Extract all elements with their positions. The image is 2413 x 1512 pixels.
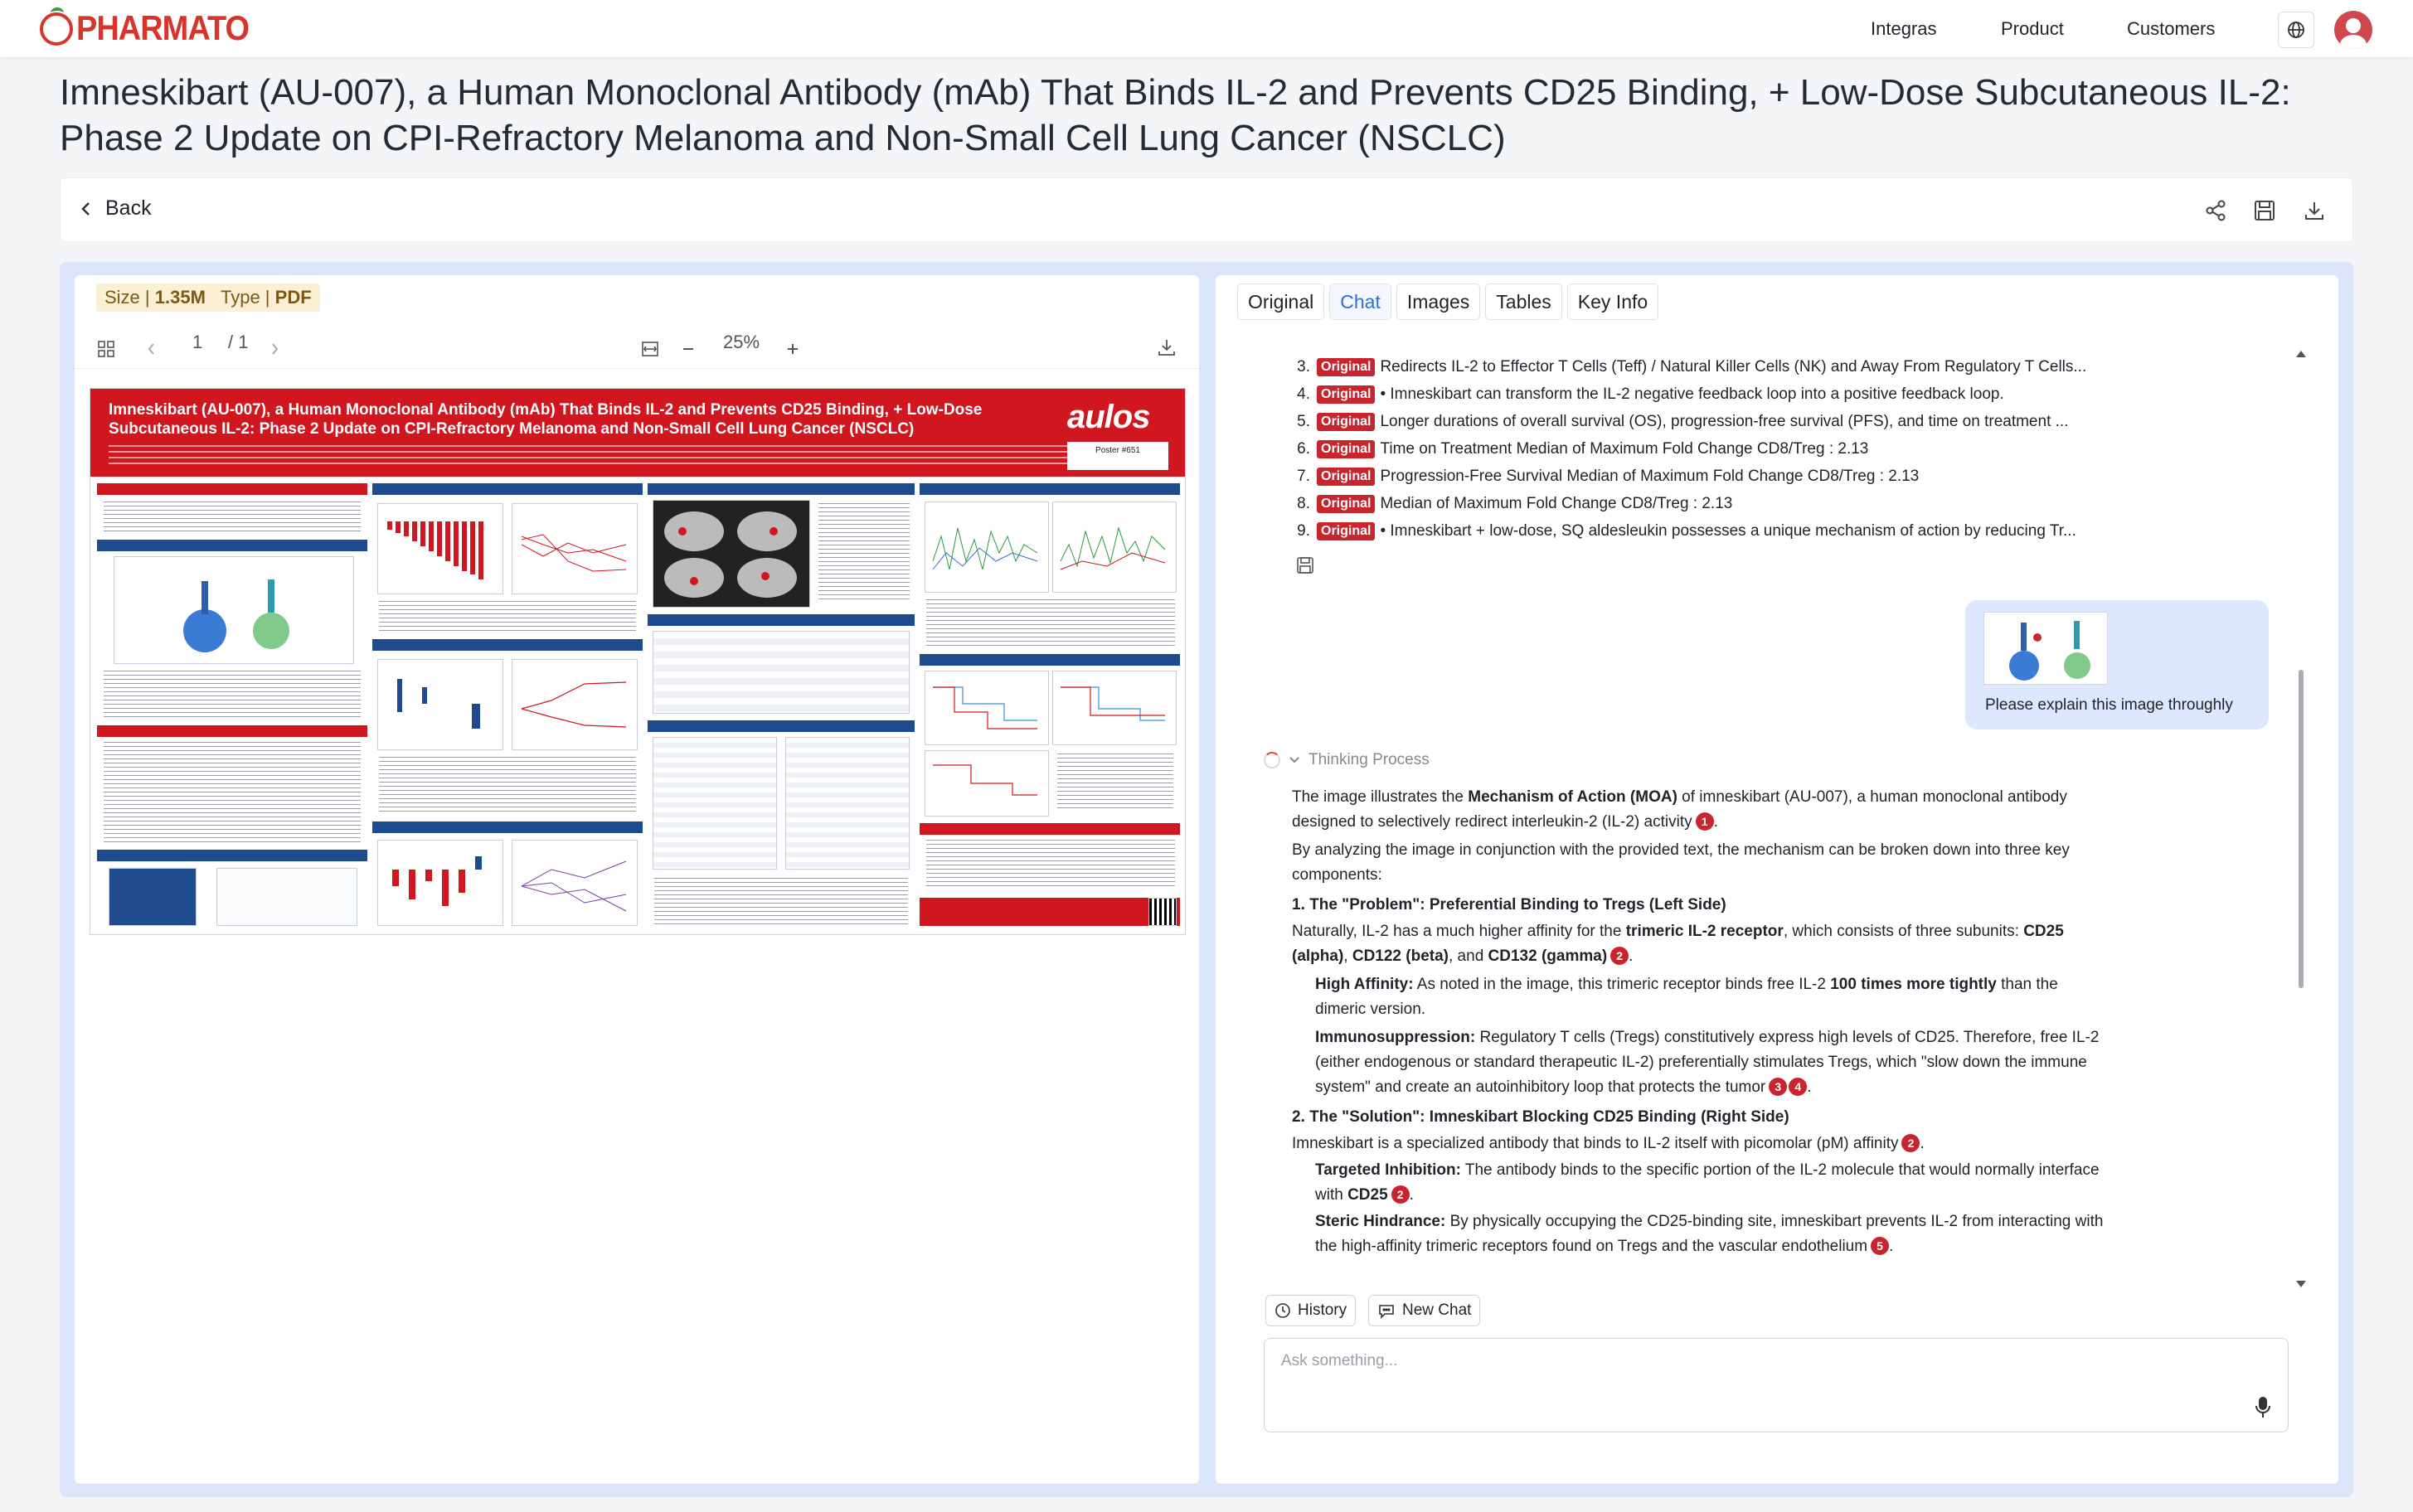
back-label: Back xyxy=(105,196,152,220)
current-page[interactable]: 1 xyxy=(192,332,203,352)
citation-badge[interactable]: 4 xyxy=(1789,1078,1807,1096)
zoom-in-icon[interactable] xyxy=(784,341,801,357)
scroll-down-icon[interactable] xyxy=(2295,1280,2307,1288)
file-size-badge: Size | 1.35M xyxy=(96,284,214,312)
attached-image-thumbnail[interactable] xyxy=(1983,612,2108,685)
nav-integras[interactable]: Integras xyxy=(1871,18,1937,39)
save-answer-icon[interactable] xyxy=(1295,555,1315,575)
reference-item[interactable]: 6. Original Time on Treatment Median of Maximum Fold Change CD8/Treg : 2.13 xyxy=(1297,440,1869,458)
scroll-up-icon[interactable] xyxy=(2295,350,2307,358)
tab-tables[interactable]: Tables xyxy=(1485,284,1561,320)
poster-column-1 xyxy=(97,483,367,929)
user-avatar[interactable] xyxy=(2334,11,2372,49)
reference-item[interactable]: 7. Original Progression-Free Survival Median of Maximum Fold Change CD8/Treg : 2.13 xyxy=(1297,468,1920,485)
nav-customers[interactable]: Customers xyxy=(2127,18,2216,39)
poster-authors xyxy=(109,445,1087,468)
fit-width-icon[interactable] xyxy=(640,339,660,359)
poster-logo: aulos xyxy=(1067,399,1150,435)
section-heading: 2. The "Solution": Imneskibart Blocking CD25 Binding (Right Side) xyxy=(1292,1108,1789,1126)
save-icon[interactable] xyxy=(2252,198,2277,223)
tomato-icon xyxy=(40,12,73,46)
thinking-label: Thinking Process xyxy=(1308,751,1430,768)
brand-name: PHARMATO xyxy=(76,9,250,48)
back-button[interactable] xyxy=(80,196,152,220)
user-message-text: Please explain this image throughly xyxy=(1985,696,2233,714)
nav-product[interactable]: Product xyxy=(2001,18,2064,39)
prev-page-icon[interactable] xyxy=(146,342,158,356)
poster-title: Imneskibart (AU-007), a Human Monoclonal Antibody (mAb) That Binds IL-2 and Prevents CD25 Binding, + Low-Dose Subcutaneous IL-2: Phase 2 Update on CPI-Refractory Melanoma and Non-Small Cell Lung Cancer (NSCLC) xyxy=(109,401,983,438)
zoom-out-icon[interactable] xyxy=(680,341,697,357)
chat-input-box[interactable] xyxy=(1264,1338,2289,1432)
poster-header xyxy=(90,389,1186,477)
download-pdf-icon[interactable] xyxy=(1156,337,1177,358)
tab-key-info[interactable]: Key Info xyxy=(1567,284,1658,320)
reference-item[interactable]: 9. Original • Imneskibart + low-dose, SQ aldesleukin possesses a unique mechanism of action by reducing Tr... xyxy=(1297,522,2076,540)
reference-item[interactable]: 5. Original Longer durations of overall survival (OS), progression-free survival (PFS), and time on treatment ... xyxy=(1297,413,2069,430)
poster-column-3 xyxy=(648,483,915,929)
top-bar xyxy=(0,0,2413,58)
zoom-level: 25% xyxy=(723,332,760,352)
download-icon[interactable] xyxy=(2302,198,2327,223)
page-title: Imneskibart (AU-007), a Human Monoclonal Antibody (mAb) That Binds IL-2 and Prevents CD25 Binding, + Low-Dose Subcutaneous IL-2: Phase 2 Update on CPI-Refractory Melanoma and Non-Small Cell Lung Cancer (NSCLC) xyxy=(60,72,2291,158)
citation-badge[interactable]: 3 xyxy=(1769,1078,1787,1096)
panel-tabs xyxy=(1237,284,1658,320)
original-badge: Original xyxy=(1317,358,1375,376)
original-badge: Original xyxy=(1317,385,1375,404)
total-pages: / 1 xyxy=(228,332,249,352)
reference-item[interactable]: 4. Original • Imneskibart can transform the IL-2 negative feedback loop into a positive feedback loop. xyxy=(1297,385,2004,403)
user-message xyxy=(1965,600,2269,729)
citation-badge[interactable]: 2 xyxy=(1610,947,1629,965)
citation-badge[interactable]: 2 xyxy=(1901,1134,1920,1152)
reference-item[interactable]: 3. Original Redirects IL-2 to Effector T Cells (Teff) / Natural Killer Cells (NK) and Away From Regulatory T Cells... xyxy=(1297,358,2087,376)
share-icon[interactable] xyxy=(2203,198,2228,223)
citation-badge[interactable]: 2 xyxy=(1391,1185,1410,1204)
thinking-toggle[interactable] xyxy=(1264,751,1430,769)
brand-logo[interactable] xyxy=(40,10,249,48)
poster-badge: Poster #651 xyxy=(1067,442,1168,470)
assistant-answer: The image illustrates the Mechanism of Action (MOA) of imneskibart (AU-007), a human monoclonal antibody designed to selectively redirect interleukin-2 (IL-2) activity 1 . By analyzing the image in conjunction with the provided text, the mechanism can be broken down into three key components: 1. The "Problem": Preferential Binding to Tregs (Left Side) Naturally, IL-2 has a much higher affinity for the trimeric IL-2 receptor, which consists of three subunits: CD25 (alpha), CD122 (beta), and CD132 (gamma) 2 . High Affinity: As noted in the image, this trimeric receptor binds free IL-2 100 times more tightly than the dimeric version. Immunosuppression: Regulatory T cells (Tregs) constitutively express high levels of CD25. Therefore, free IL-2 (either endogenous or standard therapeutic IL-2) preferentially stimulates Tregs, which "slow down the immune system" and create an autoinhibitory loop that protects the tumor 3 4 . 2. The "Solution": Imneskibart Blocking CD25 Binding (Right Side) Imneskibart is a specialized antibody that binds to IL-2 itself with picomolar (pM) affinity 2 . Targeted Inhibition: The antibody binds to the specific portion of the IL-2 molecule that would normally interface with CD25 2 . Steric Hindrance: By physically occupying the CD25-binding site, imneskibart prevents IL-2 from interacting with the high-affinity trimeric receptors found on Tregs and the vascular endothelium 5 . xyxy=(1292,785,2113,1261)
chevron-down-icon xyxy=(1289,756,1300,764)
history-button[interactable]: History xyxy=(1265,1295,1356,1326)
original-badge: Original xyxy=(1317,495,1375,513)
scroll-thumb[interactable] xyxy=(2299,670,2304,988)
globe-icon xyxy=(2286,20,2306,40)
citation-badge[interactable]: 5 xyxy=(1871,1237,1889,1255)
reference-item[interactable]: 8. Original Median of Maximum Fold Change CD8/Treg : 2.13 xyxy=(1297,495,1733,512)
reference-list xyxy=(1290,353,2128,545)
language-button[interactable] xyxy=(2278,12,2314,48)
original-badge: Original xyxy=(1317,522,1375,540)
poster-column-4 xyxy=(920,483,1180,929)
next-page-icon[interactable] xyxy=(269,342,280,356)
citation-badge[interactable]: 1 xyxy=(1696,812,1714,831)
chat-bubble-icon xyxy=(1377,1302,1396,1319)
original-badge: Original xyxy=(1317,440,1375,458)
pdf-page-poster xyxy=(90,388,1186,935)
original-badge: Original xyxy=(1317,413,1375,431)
chat-scrollbar[interactable] xyxy=(2295,345,2305,1295)
microphone-icon[interactable] xyxy=(2253,1395,2273,1420)
tab-images[interactable]: Images xyxy=(1396,284,1480,320)
viewer-divider xyxy=(75,368,1199,369)
new-chat-button[interactable]: New Chat xyxy=(1368,1295,1480,1326)
poster-column-2 xyxy=(372,483,643,929)
chevron-left-icon xyxy=(80,201,92,217)
action-bar xyxy=(60,177,2353,242)
chat-input[interactable] xyxy=(1281,1352,2193,1370)
history-icon xyxy=(1274,1302,1291,1319)
loading-icon xyxy=(1264,752,1280,768)
original-badge: Original xyxy=(1317,468,1375,486)
tab-original[interactable]: Original xyxy=(1237,284,1324,320)
tab-chat[interactable]: Chat xyxy=(1329,284,1391,320)
file-type-badge: Type | PDF xyxy=(212,284,320,312)
section-heading: 1. The "Problem": Preferential Binding to Tregs (Left Side) xyxy=(1292,896,1726,914)
grid-view-icon[interactable] xyxy=(97,340,115,358)
